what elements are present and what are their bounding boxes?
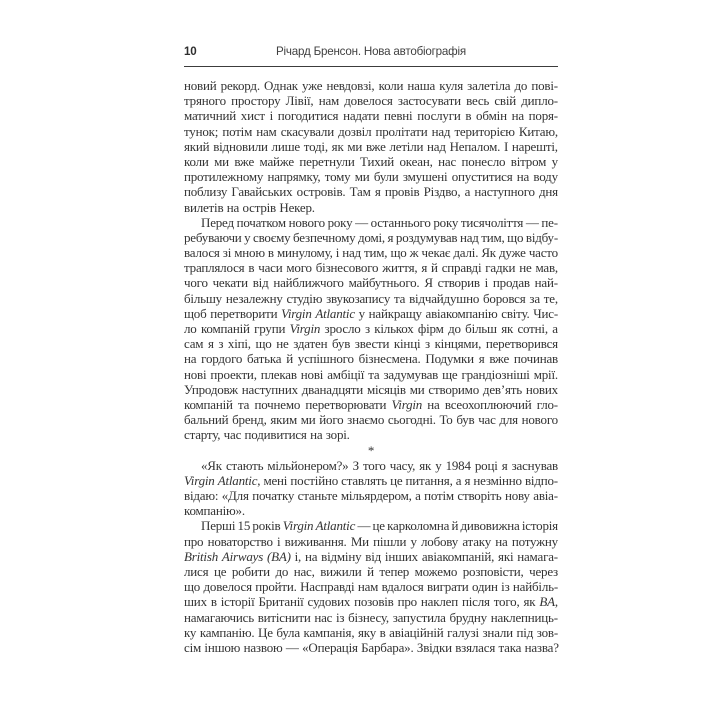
text-line: сім іншою назвою — «Операція Барбара». Звідки взялася така назва? (184, 639, 559, 655)
text-line: вилетів на острів Некер. (184, 199, 315, 215)
paragraph (184, 215, 558, 443)
text-line: новий рекорд. Однак уже невдовзі, коли наша куля залетіла до пові- (184, 78, 558, 93)
text-line: Перші 15 років Virgin Atlantic — це карколомна й дивовижна історія (201, 518, 558, 534)
text-line: ло компаній групи Virgin зросло з кількох фірм до більш як сотні, а (184, 321, 558, 336)
running-title: Річард Бренсон. Нова автобіографія (276, 45, 466, 58)
header-rule (184, 66, 558, 67)
text-line: ших в історії Британії судових позовів про наклеп після того, як BA, (184, 594, 558, 610)
text-line: лися це робити до нас, вижили й тепер можемо розповісти, через (184, 564, 558, 579)
paragraph (184, 78, 558, 215)
page-header (184, 45, 558, 59)
text-line: протилежному напрямку, тому ми були змушені опуститися на воду (184, 169, 558, 185)
paragraph (184, 458, 558, 519)
text-line: British Airways (BA) і, на відміну від інших авіакомпаній, які намага- (184, 548, 558, 564)
text-line: «Як стають мільйонером?» З того часу, як у 1984 році я заснував (201, 457, 558, 473)
text-line: старту, час подивитися на зорі. (184, 427, 350, 443)
text-line: валося зі мною в минулому, і над тим, що ж чекає далі. Як дуже часто (184, 245, 558, 261)
text-line: бальний бренд, яким ми його знаємо сьогодні. То був час для нового (184, 412, 558, 428)
text-line: що довелося пройти. Насправді нам вдалося виграти один із найбіль- (184, 579, 558, 595)
paragraph (184, 518, 558, 655)
text-line: сам я з хіпі, що не здатен був звести кінці з кінцями, перетворився (184, 336, 558, 352)
section-separator: * (367, 442, 375, 458)
text-line: нові проекти, плекав нові амбіції та задумував ще грандіозніші мрії. (184, 366, 558, 382)
text-line: щоб перетворити Virgin Atlantic у найкращу авіакомпанію світу. Чис- (184, 305, 558, 321)
page-body (184, 78, 558, 655)
text-line: матичний хист і погодитися надати певні послуги в обмін на поря- (184, 108, 558, 124)
text-line: тряного простору Лівії, нам довелося застосувати весь свій дипло- (184, 93, 558, 109)
text-line: відаю: «Для початку станьте мільярдером, а потім створіть нову авіа- (184, 488, 558, 504)
text-line: на гордого батька й успішного бізнесмена. Подумки я вже починав (184, 351, 558, 367)
text-line: ребуваючи у своєму безпечному домі, я роздумував над тим, що відбу- (184, 229, 558, 245)
text-line: намагаючись витіснити нас із бізнесу, запустила брудну наклепниць- (184, 609, 558, 625)
text-line: Упродовж наступних дванадцяти місяців ми створимо дев’ять нових (184, 381, 558, 397)
text-line: коли ми вже майже перетнули Тихий океан, нас понесло вітром у (184, 153, 558, 169)
text-line: траплялося в часи мого бізнесового життя, я й справді гадки не мав, (184, 260, 558, 276)
text-line: більшу незалежну студію звукозапису та відчайдушно боровся за те, (184, 290, 558, 306)
text-line: Перед початком нового року — останнього року тисячоліття — пе- (201, 214, 558, 230)
page-number: 10 (184, 45, 197, 58)
text-line: чого чекати від найближчого майбутнього. Я створив і продав най- (184, 275, 558, 291)
text-line: який відновили лише тоді, як ми вже летіли над Непалом. І нарешті, (184, 138, 558, 154)
text-line: про новаторство і виживання. Ми пішли у лобову атаку на потужну (184, 533, 558, 549)
text-line: Virgin Atlantic, мені постійно ставлять це питання, а я незмінно відпо- (184, 472, 558, 488)
text-line: компаній та почнемо перетворювати Virgin на всеохоплюючий гло- (184, 396, 558, 412)
text-line: ку кампанію. Це була кампанія, яку в авіаційній галузі знали під зов- (184, 624, 558, 640)
text-line: компанію». (184, 503, 245, 519)
text-line: тунок; потім нам скасували дозвіл пролітати над територією Китаю, (184, 123, 558, 139)
text-line: поблизу Гавайських островів. Там я провів Різдво, а наступного дня (184, 184, 558, 200)
